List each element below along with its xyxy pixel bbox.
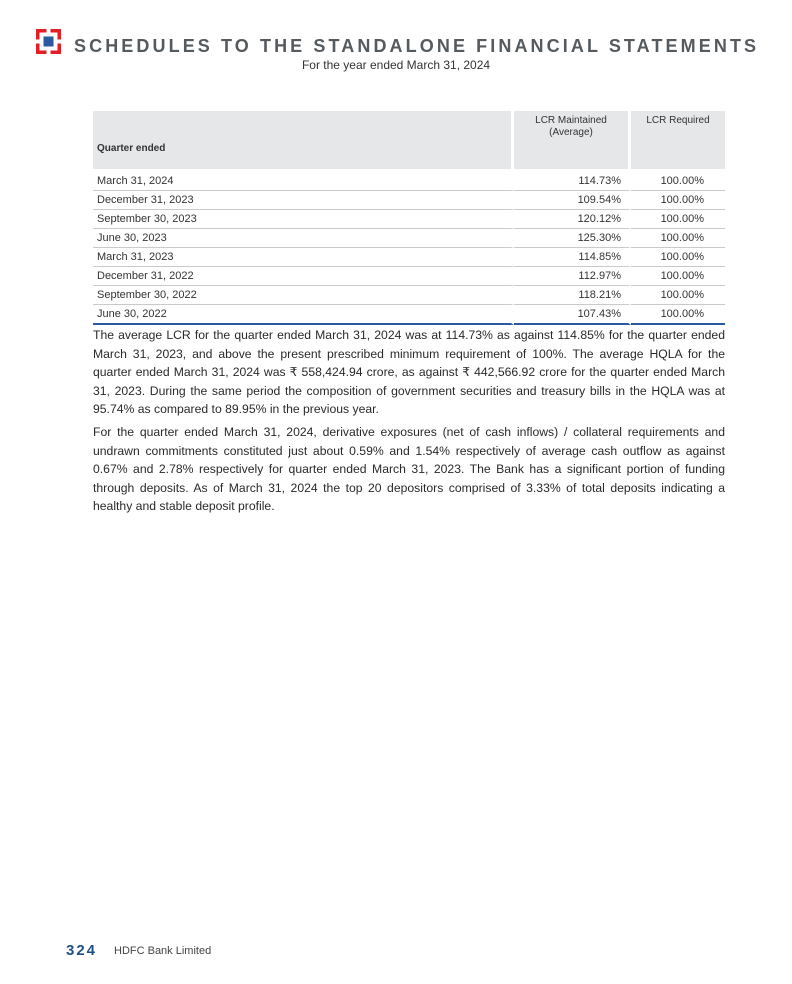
page-title: SCHEDULES TO THE STANDALONE FINANCIAL STATEMENTS (74, 36, 760, 56)
table-row (93, 172, 725, 191)
cell-quarter: December 31, 2022 (93, 267, 514, 286)
cell-lcr-maintained: 107.43% (514, 305, 631, 325)
cell-quarter: June 30, 2022 (93, 305, 514, 325)
column-header-lcr-maintained-line1: LCR Maintained (535, 115, 607, 126)
paragraph-derivative-exposures: For the quarter ended March 31, 2024, derivative exposures (net of cash inflows) / collateral requirements and undrawn commitments constituted just about 0.59% and 1.54% respectively of average cash outflow as against 0.67% and 2.78% respectively for quarter ended March 31, 2023. The Bank has a significant portion of funding through deposits. As of March 31, 2024 the top 20 depositors comprised of 3.33% of total deposits indicating a healthy and stable deposit profile. (93, 425, 725, 513)
paragraph-lcr-average: The average LCR for the quarter ended March 31, 2024 was at 114.73% as against 114.85% for the quarter ended March 31, 2023, and above the present prescribed minimum requirement of 100%. The average HQLA for the quarter ended March 31, 2024 was ₹ 558,424.94 crore, as against ₹ 442,566.92 crore for the quarter ended March 31, 2023. During the same period the composition of government securities and treasury bills in the HQLA was at 95.74% as compared to 89.95% in the previous year. (93, 328, 725, 416)
cell-quarter: June 30, 2023 (93, 229, 514, 248)
cell-quarter: September 30, 2023 (93, 210, 514, 229)
cell-lcr-maintained: 118.21% (514, 286, 631, 305)
cell-lcr-required: 100.00% (631, 191, 725, 210)
cell-lcr-required: 100.00% (631, 210, 725, 229)
cell-quarter: September 30, 2022 (93, 286, 514, 305)
cell-lcr-maintained: 125.30% (514, 229, 631, 248)
cell-lcr-required: 100.00% (631, 248, 725, 267)
lcr-table (93, 111, 725, 325)
cell-lcr-maintained: 114.85% (514, 248, 631, 267)
cell-lcr-required: 100.00% (631, 267, 725, 286)
table-row (93, 286, 725, 305)
cell-lcr-maintained: 120.12% (514, 210, 631, 229)
page-number: 324 (66, 942, 98, 959)
footer-company-name: HDFC Bank Limited (114, 945, 212, 957)
cell-lcr-required: 100.00% (631, 286, 725, 305)
page-subtitle: For the year ended March 31, 2024 (301, 58, 491, 72)
cell-lcr-maintained: 114.73% (514, 172, 631, 191)
column-header-lcr-maintained-line2: (Average) (549, 127, 593, 138)
column-header-lcr-maintained (514, 111, 631, 169)
table-row (93, 229, 725, 248)
table-row (93, 210, 725, 229)
cell-quarter: March 31, 2023 (93, 248, 514, 267)
table-row (93, 305, 725, 325)
cell-lcr-required: 100.00% (631, 305, 725, 325)
column-header-lcr-required: LCR Required (631, 111, 725, 169)
cell-lcr-required: 100.00% (631, 229, 725, 248)
table-row (93, 267, 725, 286)
column-header-quarter: Quarter ended (93, 111, 514, 169)
hdfc-bank-logo-icon (36, 29, 61, 54)
cell-lcr-maintained: 109.54% (514, 191, 631, 210)
table-header-row (93, 111, 725, 169)
cell-lcr-maintained: 112.97% (514, 267, 631, 286)
cell-lcr-required: 100.00% (631, 172, 725, 191)
table-row (93, 191, 725, 210)
cell-quarter: December 31, 2023 (93, 191, 514, 210)
cell-quarter: March 31, 2024 (93, 172, 514, 191)
table-row (93, 248, 725, 267)
